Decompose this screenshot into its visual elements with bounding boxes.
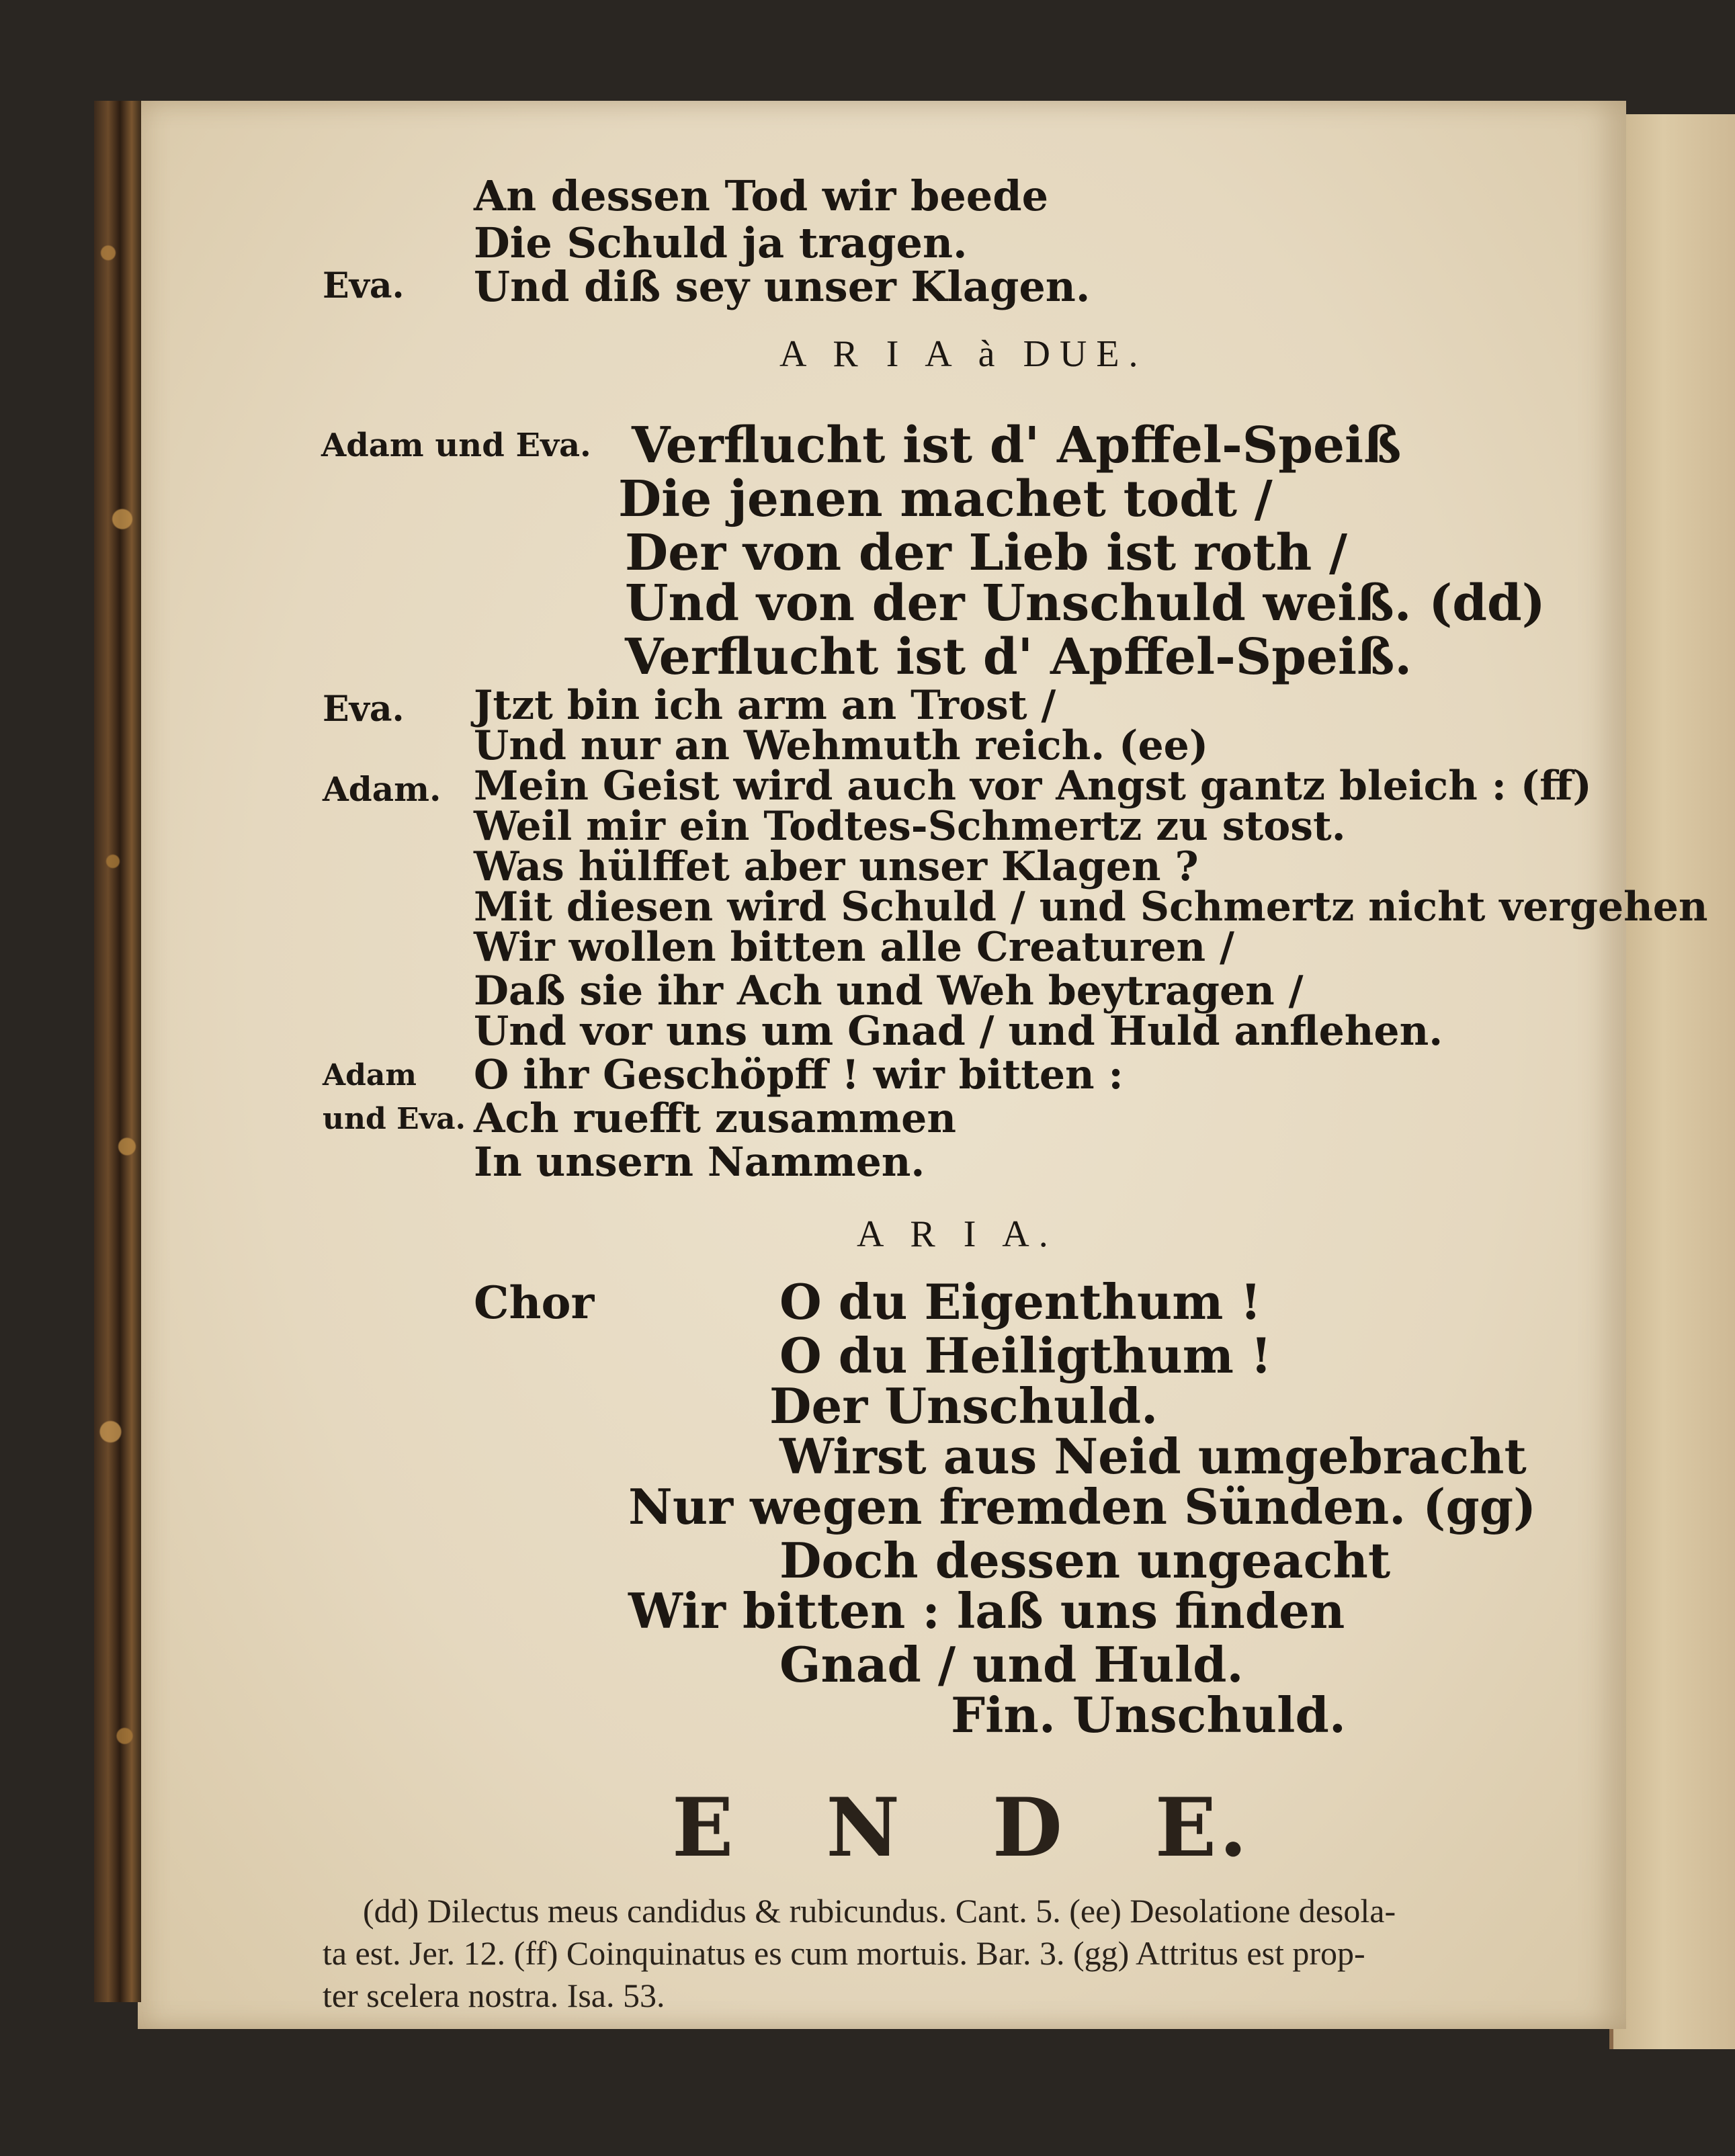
footnote-line: ter scelera nostra. Isa. 53. [323,1977,665,2014]
aria-line: Wir bitten : laß uns finden [628,1582,1345,1639]
footnote-line: (dd) Dilectus meus candidus & rubicundus. Cant. 5. (ee) Desolatione desola- [363,1892,1396,1930]
aria-line: Und von der Unschuld weiß. (dd) [625,574,1546,632]
aria-line: Doch dessen ungeacht [779,1532,1391,1589]
verse-line: Wir wollen bitten alle Creaturen / [474,924,1234,971]
aria-line: Gnad / und Huld. [779,1636,1244,1693]
verse-line: O ihr Geschöpff ! wir bitten : [474,1051,1124,1098]
speaker-adam: Adam. [323,769,441,809]
speaker-adam: Adam [323,1058,417,1092]
binding-texture [94,101,141,2002]
speaker-und-eva: und Eva. [323,1102,466,1136]
verse-line: An dessen Tod wir beede [474,171,1049,220]
next-page-edge [1609,114,1735,2049]
verse-line: Mein Geist wird auch vor Angst gantz bleich : (ff) [474,763,1592,810]
speaker-chor: Chor [474,1277,595,1329]
aria-line: O du Heiligthum ! [779,1327,1272,1384]
verse-line: Und vor uns um Gnad / und Huld anflehen. [474,1008,1443,1055]
verse-line: Jtzt bin ich arm an Trost / [474,682,1056,729]
ende-letter: E. [1154,1780,1250,1875]
aria-line: Verflucht ist d' Apffel-Speiß. [625,628,1412,686]
verse-line: Was hülffet aber unser Klagen ? [474,843,1199,890]
speaker-eva: Eva. [323,265,405,306]
verse-line: Die Schuld ja tragen. [474,218,968,267]
verse-line: Daß sie ihr Ach und Weh beytragen / [474,967,1304,1015]
aria-line: Der von der Lieb ist roth / [625,524,1348,582]
aria-line: Verflucht ist d' Apffel-Speiß [632,417,1402,474]
aria-heading: A R I A. [857,1213,1058,1255]
speaker-adam-und-eva: Adam und Eva. [321,427,591,464]
verse-line: In unsern Nammen. [474,1139,925,1186]
ende-heading [672,1780,1250,1875]
verse-line: Und nur an Wehmuth reich. (ee) [474,722,1209,769]
aria-line: Fin. Unschuld. [951,1686,1346,1743]
aria-line: Die jenen machet todt / [618,470,1273,528]
footnote-line: ta est. Jer. 12. (ff) Coinquinatus es cum mortuis. Bar. 3. (gg) Attritus est prop- [323,1934,1365,1972]
aria-heading: A R I A à DUE. [779,333,1148,375]
ende-letter: D [992,1780,1065,1875]
ende-letter: E [672,1780,736,1875]
verse-line: Und diß sey unser Klagen. [474,262,1091,311]
verse-line: Ach ruefft zusammen [474,1095,956,1142]
speaker-eva: Eva. [323,689,405,730]
ende-letter: N [826,1780,902,1875]
aria-line: Nur wegen fremden Sünden. (gg) [628,1478,1537,1535]
verse-line: Mit diesen wird Schuld / und Schmertz nicht vergehen [474,883,1708,931]
verse-line: Weil mir ein Todtes-Schmertz zu stost. [474,803,1346,850]
aria-line: Der Unschuld. [769,1377,1158,1434]
aria-line: O du Eigenthum ! [779,1273,1262,1330]
aria-line: Wirst aus Neid umgebracht [779,1428,1527,1485]
